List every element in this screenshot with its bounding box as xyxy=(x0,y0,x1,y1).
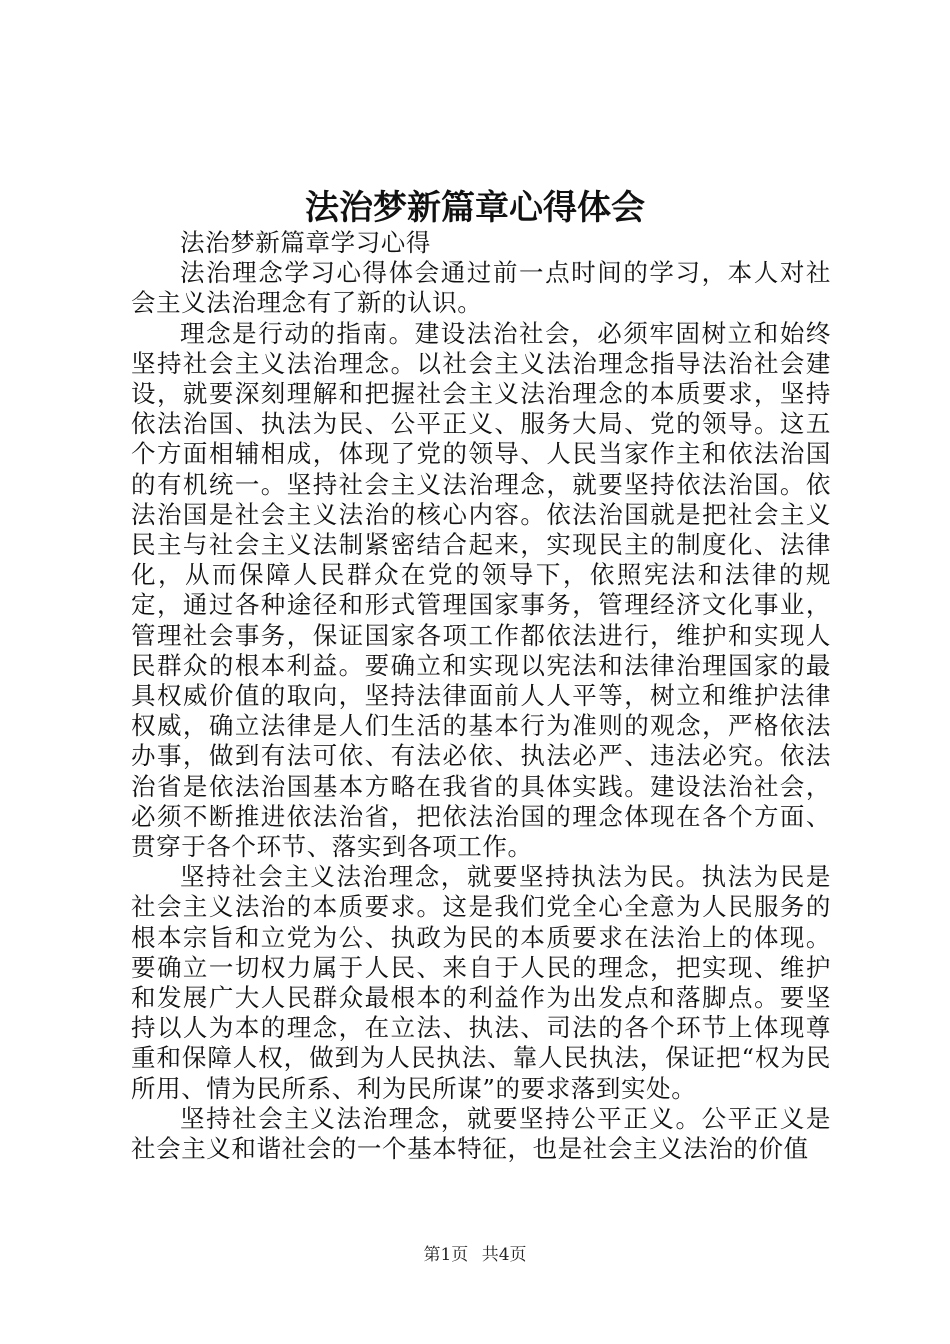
document-title: 法治梦新篇章心得体会 xyxy=(305,188,645,228)
paragraph-fairness-justice: 坚持社会主义法治理念，就要坚持公平正义。公平正义是社会主义和谐社会的一个基本特征，也是社会主义法治的价值 xyxy=(131,1103,831,1164)
page-number: 第1页 xyxy=(423,1245,469,1265)
paragraph-intro: 法治理念学习心得体会通过前一点时间的学习，本人对社会主义法治理念有了新的认识。 xyxy=(131,258,831,318)
page-total: 共4页 xyxy=(481,1245,527,1265)
page-footer xyxy=(0,1244,950,1266)
paragraph-subtitle: 法治梦新篇章学习心得 xyxy=(180,228,431,257)
paragraph-rule-of-law: 理念是行动的指南。建设法治社会，必须牢固树立和始终坚持社会主义法治理念。以社会主义法治理念指导法治社会建设，就要深刻理解和把握社会主义法治理念的本质要求，坚持依法治国、执法为民、公平正义、服务大局、党的领导。这五个方面相辅相成，体现了党的领导、人民当家作主和依法治国的有机统一。坚持社会主义法治理念，就要坚持依法治国。依法治国是社会主义法治的核心内容。依法治国就是把社会主义民主与社会主义法制紧密结合起来，实现民主的制度化、法律化，从而保障人民群众在党的领导下，依照宪法和法律的规定，通过各种途径和形式管理国家事务，管理经济文化事业，管理社会事务，保证国家各项工作都依法进行，维护和实现人民群众的根本利益。要确立和实现以宪法和法律治理国家的最具权威价值的取向，坚持法律面前人人平等，树立和维护法律权威，确立法律是人们生活的基本行为准则的观念，严格依法办事，做到有法可依、有法必依、执法必严、违法必究。依法治省是依法治国基本方略在我省的具体实践。建设法治社会，必须不断推进依法治省，把依法治国的理念体现在各个方面、贯穿于各个环节、落实到各项工作。 xyxy=(131,318,831,862)
document-body xyxy=(131,228,831,1164)
paragraph-law-for-people: 坚持社会主义法治理念，就要坚持执法为民。执法为民是社会主义法治的本质要求。这是我们党全心全意为人民服务的根本宗旨和立党为公、执政为民的本质要求在法治上的体现。要确立一切权力属于人民、来自于人民的理念，把实现、维护和发展广大人民群众最根本的利益作为出发点和落脚点。要坚持以人为本的理念，在立法、执法、司法的各个环节上体现尊重和保障人权，做到为人民执法、靠人民执法，保证把“权为民所用、情为民所系、利为民所谋”的要求落到实处。 xyxy=(131,862,831,1103)
